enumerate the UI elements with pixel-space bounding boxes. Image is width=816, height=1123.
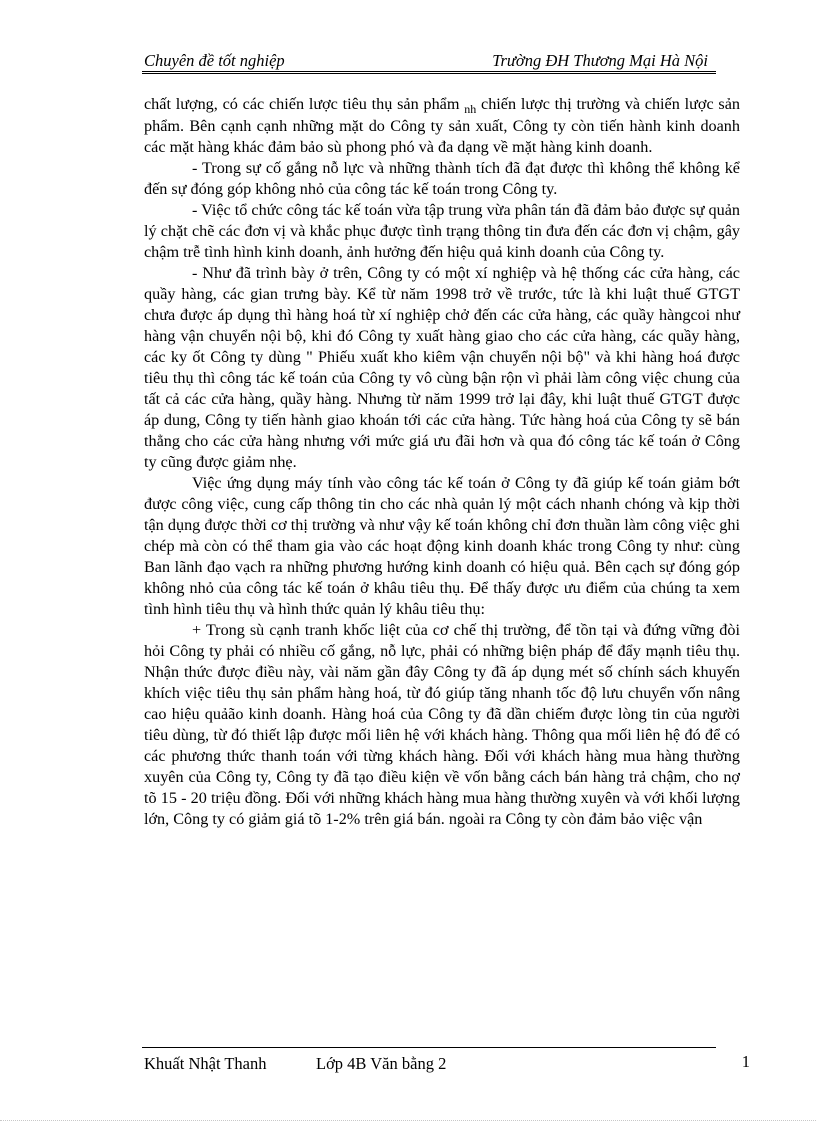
paragraph-2: - Trong sự cố gắng nỗ lực và những thành tích đã đạt được thì không thể không kể đến sự đóng góp không nhỏ của công tác kế toán trong Công ty. [144,159,740,198]
paragraph-5: Việc ứng dụng máy tính vào công tác kế toán ở Công ty đã giúp kế toán giảm bớt được công việc, cung cấp thông tin cho các nhà quản lý một cách nhanh chóng và kịp thời tận dụng được thời cơ thị trường và như vậy kế toán không chỉ đơn thuần làm công việc ghi chép mà còn có thể tham gia vào các hoạt động kinh doanh khác trong Công ty như: cùng Ban lãnh đạo vạch ra những phương hướng kinh doanh có hiệu quả. Bên cạch sự đóng góp không nhỏ của công tác kế toán ở khâu tiêu thụ. Để thấy được ưu điểm của chúng ta xem tình hình tiêu thụ và hình thức quản lý khâu tiêu thụ: [144,474,740,618]
page-bottom-edge [0,1120,816,1121]
document-body [144,94,740,830]
paragraph-1-start: chất lượng, có các chiến lược tiêu thụ sản phẩm [144,95,465,113]
paragraph-4: - Như đã trình bày ở trên, Công ty có một xí nghiệp và hệ thống các cửa hàng, các quầy hàng, các gian trưng bày. Kể từ năm 1998 trở về trước, tức là khi luật thuế GTGT chưa được áp dụng thì hàng hoá từ xí nghiệp chở đến các cửa hàng, các quầy hàngcoi như hàng vận chuyển nội bộ, khi đó Công ty xuất hàng giao cho các cửa hàng, các quầy hàng, các ky ốt Công ty dùng " Phiếu xuất kho kiêm vận chuyển nội bộ" và khi hàng hoá được tiêu thụ thì công tác kế toán của Công ty vô cùng bận rộn vì phải làm công việc chung của tất cả các cửa hàng, quầy hàng. Nhưng từ năm 1999 trở lại đây, khi luật thuế GTGT được áp dung, Công ty tiến hành giao khoán tới các cửa hàng. Tức hàng hoá của Công ty sẽ bán thẳng cho các cửa hàng nhưng với mức giá ưu đãi hơn và qua đó công tác kế toán ở Công ty cũng được giảm nhẹ. [144,264,740,471]
paragraph-1 [144,94,740,158]
header-document-type: Chuyên đề tốt nghiệp [144,51,285,70]
paragraph-6: + Trong sù cạnh tranh khốc liệt của cơ chế thị trường, để tồn tại và đứng vững đòi hỏi Công ty phải có nhiều cố gắng, nỗ lực, phải có những biện pháp để đẩy mạnh tiêu thụ. Nhận thức được điều này, vài năm gần đây Công ty đã áp dụng mét số chính sách khuyến khích việc tiêu thụ sản phẩm hàng hoá, từ đó giúp tăng nhanh tốc độ lưu chuyển vốn nâng cao hiệu quảão kinh doanh. Hàng hoá của Công ty đã dần chiếm được lòng tin của người tiêu dùng, từ đó thiết lập được mối liên hệ với khách hàng. Thông qua mối liên hệ đó để có các phương thức thanh toán với từng khách hàng. Đối với khách hàng mua hàng thường xuyên của Công ty, Công ty đã tạo điều kiện về vốn bằng cách bán hàng trả chậm, cho nợ tõ 15 - 20 triệu đồng. Đối với những khách hàng mua hàng thường xuyên và với khối lượng lớn, Công ty có giảm giá tõ 1-2% trên giá bán. ngoài ra Công ty còn đảm bảo việc vận [144,621,740,828]
paragraph-3: - Việc tổ chức công tác kế toán vừa tập trung vừa phân tán đã đảm bảo được sự quản lý chặt chẽ các đơn vị và khắc phục được tình trạng thông tin đưa đến các đơn vị chậm, gây chậm trễ tình hình kinh doanh, ảnh hưởng đến hiệu quả kinh doanh của Công ty. [144,201,740,261]
stray-subscript-text: nh [464,102,477,116]
page-number: 1 [741,1052,750,1071]
footer-class: Lớp 4B Văn bằng 2 [316,1054,447,1073]
footer-author: Khuất Nhật Thanh [144,1054,267,1073]
header-university: Trường ĐH Thương Mại Hà Nội [492,51,708,70]
page-footer [144,1052,750,1076]
paragraph-1-end: chiến lược thị trường và chiến lược sản phẩm. Bên cạnh cạnh những mặt do Công ty sản xuất, Công ty còn tiến hành kinh doanh các mặt hàng khác đảm bảo sù phong phó và đa dạng về mặt hàng kinh doanh. [144,95,740,156]
page-header [142,47,716,74]
footer-divider [142,1047,716,1048]
